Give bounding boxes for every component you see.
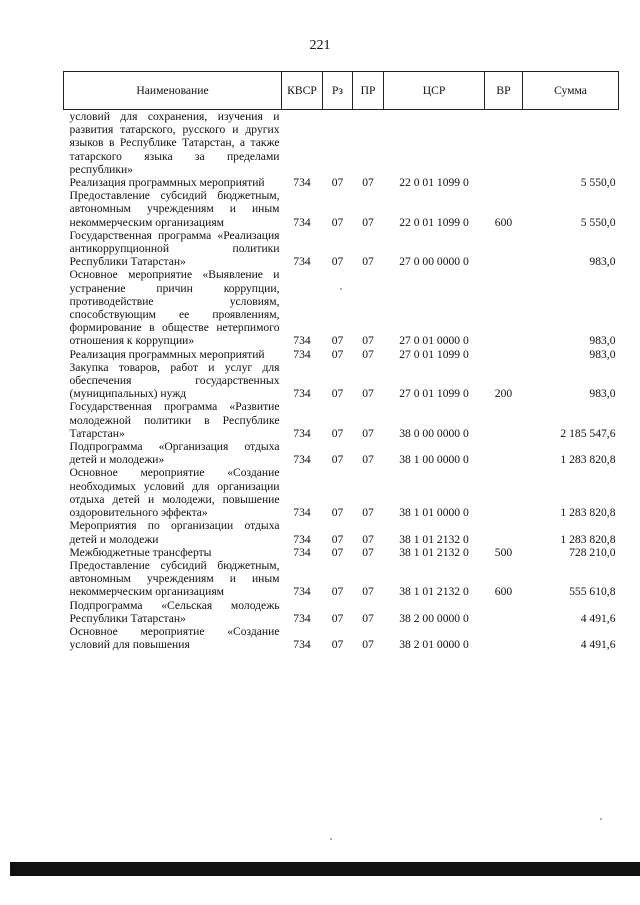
cell-kvsr: 734 <box>293 215 311 229</box>
cell-rz: 07 <box>331 453 344 467</box>
cell-kvsr: 734 <box>293 347 311 361</box>
scan-speck <box>600 818 602 820</box>
cell-rz: 07 <box>331 585 344 599</box>
header-rz: Рз <box>323 72 353 110</box>
cell-sum: 2 185 547,6 <box>560 426 616 440</box>
table-row <box>64 440 619 466</box>
cell-name: условий для сохранения, изучения и развития татарского, русского и других языков в Республике Татарстан, а также татарского языка за пределами республики» <box>69 110 280 176</box>
cell-name: Основное мероприятие «Создание условий для повышения <box>69 624 280 652</box>
cell-kvsr: 734 <box>293 426 311 440</box>
cell-sum: 555 610,8 <box>569 585 616 599</box>
cell-rz: 07 <box>331 611 344 625</box>
cell-csr: 38 0 00 0000 0 <box>399 426 469 440</box>
cell-csr <box>384 110 485 177</box>
page-number: 221 <box>309 38 331 53</box>
cell-rz: 07 <box>331 347 344 361</box>
table-row <box>64 625 619 651</box>
table-row <box>64 361 619 401</box>
cell-kvsr: 734 <box>293 334 311 348</box>
cell-csr: 38 1 01 2132 0 <box>399 545 469 559</box>
cell-rz: 07 <box>331 545 344 559</box>
cell-kvsr: 734 <box>293 387 311 401</box>
budget-table <box>63 71 619 651</box>
cell-sum: 1 283 820,8 <box>560 506 616 520</box>
cell-pr: 07 <box>362 506 374 520</box>
cell-rz: 07 <box>331 638 344 652</box>
cell-pr: 07 <box>362 387 374 401</box>
cell-name: Основное мероприятие «Выявление и устранение причин коррупции, противодействие условиям, способствующим ее проявлениям, формирование в обществе нетерпимого отношения к коррупции» <box>69 268 280 348</box>
header-vr: ВР <box>485 72 523 110</box>
table-row <box>64 176 619 189</box>
cell-kvsr: 734 <box>293 453 311 467</box>
table-body <box>64 110 619 652</box>
cell-pr <box>353 110 384 177</box>
cell-csr: 22 0 01 1099 0 <box>399 215 469 229</box>
cell-pr: 07 <box>362 215 374 229</box>
cell-name: Реализация программных мероприятий <box>69 176 265 190</box>
cell-pr: 07 <box>362 453 374 467</box>
budget-table-container <box>63 71 618 651</box>
cell-csr: 38 1 01 0000 0 <box>399 506 469 520</box>
cell-rz: 07 <box>331 334 344 348</box>
table-header <box>64 72 619 110</box>
table-row <box>64 110 619 177</box>
cell-sum: 983,0 <box>589 347 616 361</box>
cell-name: Межбюджетные трансферты <box>69 545 212 559</box>
cell-sum: 728 210,0 <box>569 545 616 559</box>
cell-kvsr: 734 <box>293 585 311 599</box>
cell-sum: 983,0 <box>589 387 616 401</box>
cell-name: Предоставление субсидий бюджетным, автономным учреждениям и иным некоммерческим организациям <box>69 189 280 229</box>
table-row <box>64 559 619 599</box>
cell-pr: 07 <box>362 334 374 348</box>
cell-name: Государственная программа «Развитие молодежной политики в Республике Татарстан» <box>69 400 280 440</box>
header-name: Наименование <box>64 72 282 110</box>
cell-vr <box>485 519 523 545</box>
cell-kvsr: 734 <box>293 506 311 520</box>
scan-edge-bar <box>10 862 640 876</box>
table-row <box>64 229 619 269</box>
header-csr: ЦСР <box>384 72 485 110</box>
cell-kvsr: 734 <box>293 176 311 190</box>
table-row <box>64 546 619 559</box>
cell-pr: 07 <box>362 545 374 559</box>
header-sum: Сумма <box>523 72 619 110</box>
cell-vr: 500 <box>494 545 513 559</box>
cell-pr: 07 <box>362 532 374 546</box>
cell-pr: 07 <box>362 585 374 599</box>
cell-csr: 27 0 01 1099 0 <box>399 387 469 401</box>
table-row <box>64 466 619 519</box>
cell-kvsr: 734 <box>293 545 311 559</box>
cell-sum: 1 283 820,8 <box>560 453 616 467</box>
cell-vr <box>485 110 523 177</box>
cell-name: Мероприятия по организации отдыха детей и молодежи <box>69 519 280 546</box>
cell-vr <box>485 466 523 519</box>
cell-vr <box>485 229 523 269</box>
cell-name: Подпрограмма «Организация отдыха детей и молодежи» <box>69 440 280 467</box>
cell-pr: 07 <box>362 638 374 652</box>
cell-pr: 07 <box>362 255 374 269</box>
cell-pr: 07 <box>362 176 374 190</box>
cell-rz <box>323 110 353 177</box>
cell-name: Государственная программа «Реализация антикоррупционной политики Республики Татарстан» <box>69 228 280 269</box>
cell-rz: 07 <box>331 387 344 401</box>
cell-vr: 200 <box>494 387 513 401</box>
cell-rz: 07 <box>331 176 344 190</box>
table-row <box>64 599 619 625</box>
table-row <box>64 519 619 545</box>
cell-rz: 07 <box>331 426 344 440</box>
cell-sum: 4 491,6 <box>580 638 616 652</box>
cell-sum: 1 283 820,8 <box>560 532 616 546</box>
cell-name: Реализация программных мероприятий <box>69 347 265 361</box>
cell-csr: 38 1 01 2132 0 <box>399 532 469 546</box>
cell-vr: 600 <box>494 585 513 599</box>
cell-vr: 600 <box>494 215 513 229</box>
cell-rz: 07 <box>331 255 344 269</box>
cell-rz: 07 <box>331 532 344 546</box>
table-row <box>64 400 619 440</box>
cell-name: Предоставление субсидий бюджетным, автономным учреждениям и иным некоммерческим организациям <box>69 558 280 599</box>
cell-sum: 5 550,0 <box>580 176 616 190</box>
cell-vr <box>485 348 523 361</box>
cell-kvsr: 734 <box>293 611 311 625</box>
cell-csr: 27 0 00 0000 0 <box>399 255 469 269</box>
cell-vr <box>485 440 523 466</box>
cell-csr: 27 0 01 0000 0 <box>399 334 469 348</box>
cell-rz: 07 <box>331 215 344 229</box>
scan-speck <box>340 288 342 290</box>
cell-rz: 07 <box>331 506 344 520</box>
table-row <box>64 189 619 229</box>
cell-name: Закупка товаров, работ и услуг для обеспечения государственных (муниципальных) нужд <box>69 360 280 401</box>
cell-vr <box>485 400 523 440</box>
cell-vr <box>485 625 523 651</box>
cell-csr: 38 1 01 2132 0 <box>399 585 469 599</box>
cell-csr: 38 2 01 0000 0 <box>399 638 469 652</box>
cell-kvsr <box>282 110 323 177</box>
cell-kvsr: 734 <box>293 532 311 546</box>
table-row <box>64 348 619 361</box>
cell-sum: 4 491,6 <box>580 611 616 625</box>
cell-vr <box>485 268 523 347</box>
cell-name: Основное мероприятие «Создание необходимых условий для организации отдыха детей и молодежи, повышение оздоровительного эффекта» <box>69 466 280 520</box>
cell-csr: 27 0 01 1099 0 <box>399 347 469 361</box>
cell-pr: 07 <box>362 611 374 625</box>
header-kvsr: КВСР <box>282 72 323 110</box>
header-pr: ПР <box>353 72 384 110</box>
cell-name: Подпрограмма «Сельская молодежь Республики Татарстан» <box>69 598 280 625</box>
cell-csr: 38 2 00 0000 0 <box>399 611 469 625</box>
cell-kvsr: 734 <box>293 255 311 269</box>
cell-csr: 22 0 01 1099 0 <box>399 176 469 190</box>
cell-kvsr: 734 <box>293 638 311 652</box>
cell-sum <box>523 110 619 177</box>
table-row <box>64 268 619 347</box>
cell-csr: 38 1 00 0000 0 <box>399 453 469 467</box>
cell-vr <box>485 599 523 625</box>
cell-sum: 5 550,0 <box>580 215 616 229</box>
cell-pr: 07 <box>362 347 374 361</box>
scan-speck <box>330 838 332 840</box>
cell-sum: 983,0 <box>589 334 616 348</box>
cell-pr: 07 <box>362 426 374 440</box>
cell-vr <box>485 176 523 189</box>
cell-sum: 983,0 <box>589 255 616 269</box>
